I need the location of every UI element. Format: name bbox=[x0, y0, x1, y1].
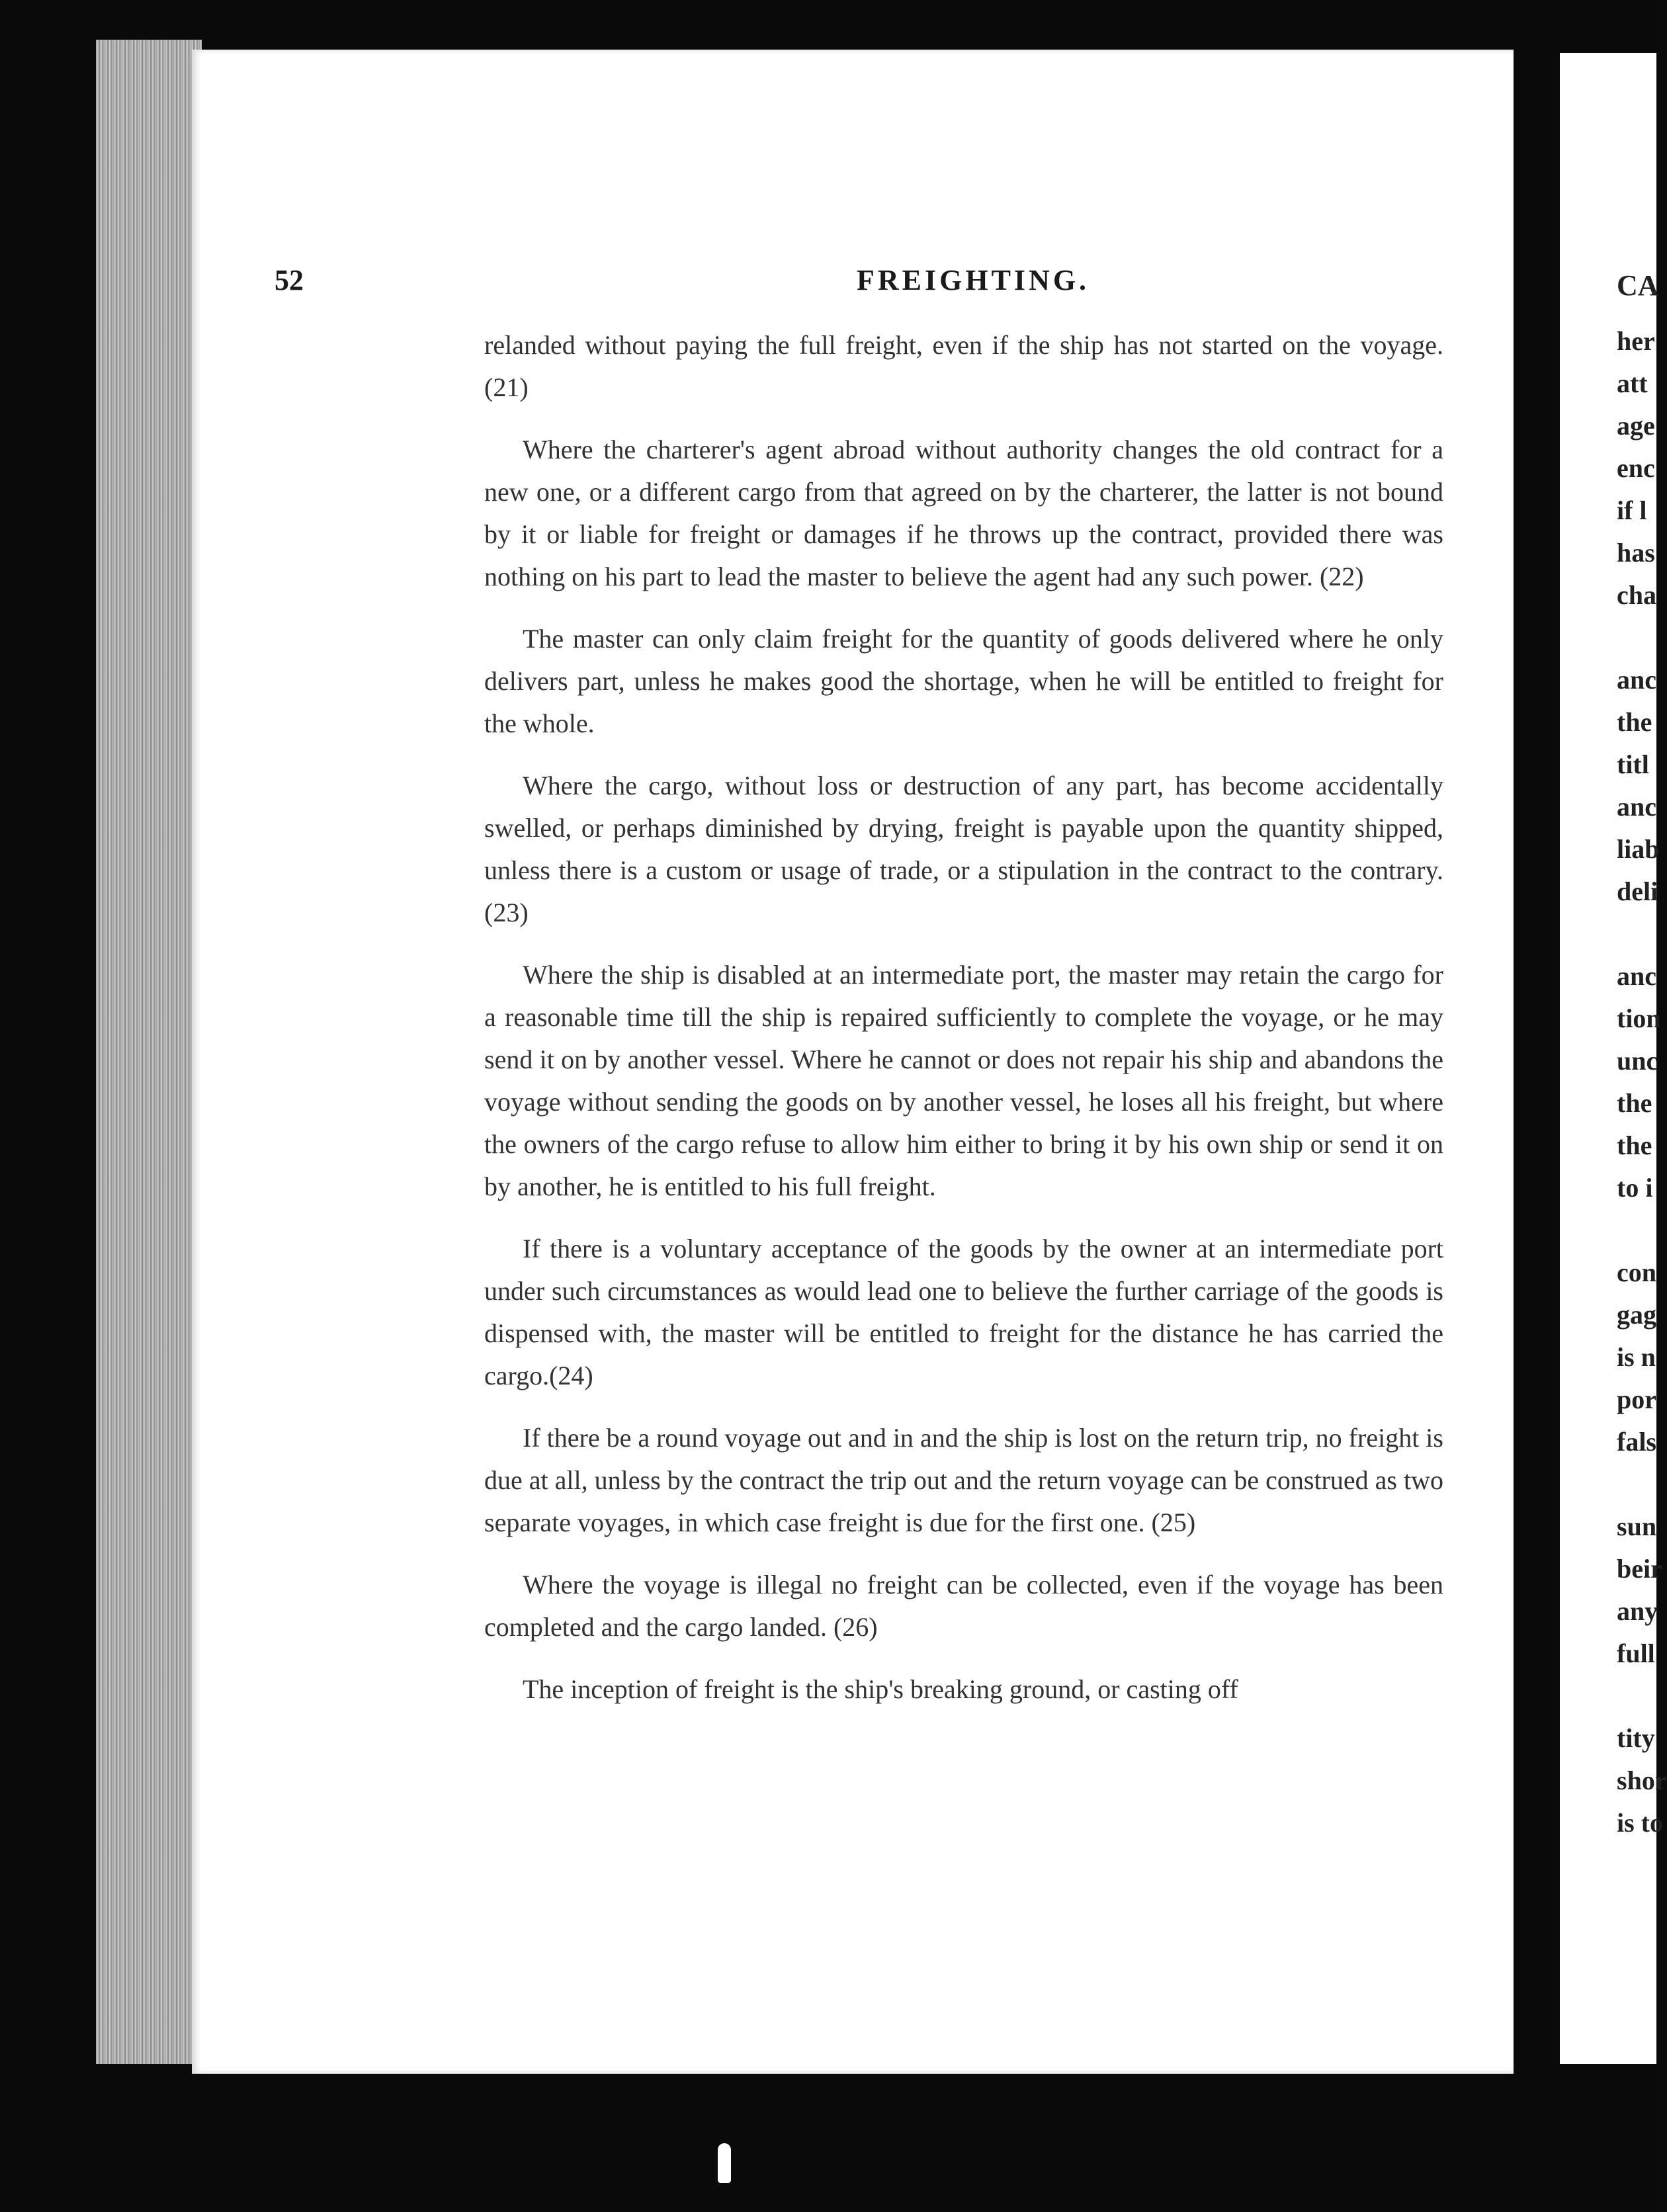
body-text bbox=[484, 324, 1443, 1730]
paragraph: Where the charterer's agent abroad without authority changes the old contract for a new one, or a different cargo from that agreed on by the charterer, the latter is not bound by it or liable for freight or damages if he throws up the contract, provided there was nothing on his part to lead the master to believe the agent had any such power. (22) bbox=[484, 435, 1443, 591]
running-title: FREIGHTING. bbox=[857, 264, 1090, 296]
paragraph: If there is a voluntary acceptance of the goods by the owner at an intermediate port under such circumstances as would lead one to believe the further carriage of the goods is dispensed with, the master will be entitled to freight for the distance he has carried the cargo.(24) bbox=[484, 1234, 1443, 1390]
next-page-line: gag bbox=[1617, 1300, 1656, 1330]
next-page-line: cha bbox=[1617, 580, 1656, 610]
next-page-line: anc bbox=[1617, 792, 1656, 822]
next-page-line: anc bbox=[1617, 665, 1656, 695]
next-page-line: her bbox=[1617, 326, 1655, 356]
next-page-line: titl bbox=[1617, 749, 1649, 779]
next-page-line: unc bbox=[1617, 1046, 1658, 1076]
next-page-line: has bbox=[1617, 538, 1655, 568]
next-page-line: deli bbox=[1617, 876, 1658, 906]
next-page-line: anc bbox=[1617, 961, 1656, 991]
next-page-line: is n bbox=[1617, 1342, 1656, 1372]
scan-artifact bbox=[718, 2143, 731, 2183]
next-page-line: the bbox=[1617, 1130, 1652, 1160]
next-page-line: to i bbox=[1617, 1173, 1653, 1203]
page-edges bbox=[96, 40, 202, 2064]
next-page-line bbox=[1617, 913, 1656, 955]
paragraph: Where the cargo, without loss or destruction of any part, has become accidentally swelled, or perhaps diminished by drying, freight is payable upon the quantity shipped, unless there is a custom or usage of trade, or a stipulation in the contract to the contrary. (23) bbox=[484, 771, 1443, 927]
next-page-line: por bbox=[1617, 1384, 1656, 1414]
next-page-line: the bbox=[1617, 707, 1652, 737]
next-page-line bbox=[1617, 1675, 1656, 1717]
next-page-line: age bbox=[1617, 411, 1655, 441]
paragraph: relanded without paying the full freight, even if the ship has not started on the voyage. (21) bbox=[484, 330, 1443, 402]
paragraph: If there be a round voyage out and in and the ship is lost on the return trip, no freight is due at all, unless by the contract the trip out and the return voyage can be construed as two separate voyages, in which case freight is due for the first one. (25) bbox=[484, 1423, 1443, 1537]
running-head bbox=[275, 263, 1478, 303]
paragraph: Where the voyage is illegal no freight can be collected, even if the voyage has been completed and the cargo landed. (26) bbox=[484, 1570, 1443, 1642]
paragraph: The inception of freight is the ship's breaking ground, or casting off bbox=[523, 1674, 1238, 1704]
next-page-head: CA bbox=[1617, 269, 1659, 302]
next-page-line: full bbox=[1617, 1638, 1655, 1668]
next-page-line: shor bbox=[1617, 1765, 1667, 1795]
next-page-line: att bbox=[1617, 368, 1648, 398]
next-page-line: sun bbox=[1617, 1511, 1657, 1541]
next-page-line: fals bbox=[1617, 1427, 1656, 1457]
page-number: 52 bbox=[275, 264, 304, 296]
paragraph: Where the ship is disabled at an intermediate port, the master may retain the cargo for a reasonable time till the ship is repaired sufficiently to complete the voyage, or he may send it on by another vessel. Where he cannot or does not repair his ship and abandons the voyage without sending the goods on by another vessel, he loses all his freight, but where the owners of the cargo refuse to allow him either to bring it by his own ship or send it on by another, he is entitled to his full freight. bbox=[484, 960, 1443, 1201]
next-page-text-fragment bbox=[1617, 265, 1667, 1984]
next-page-line bbox=[1617, 617, 1656, 659]
next-page-line: con bbox=[1617, 1257, 1656, 1287]
next-page-line: liab bbox=[1617, 834, 1660, 864]
next-page-line bbox=[1617, 1209, 1656, 1252]
next-page-line: beir bbox=[1617, 1554, 1662, 1584]
next-page-line: tity bbox=[1617, 1723, 1655, 1753]
paragraph: The master can only claim freight for the quantity of goods delivered where he only delivers part, unless he makes good the shortage, when he will be entitled to freight for the whole. bbox=[484, 624, 1443, 738]
next-page-line: is to bbox=[1617, 1808, 1663, 1838]
next-page-line: tion bbox=[1617, 1003, 1661, 1033]
next-page-line bbox=[1617, 1463, 1656, 1506]
next-page-line: if l bbox=[1617, 495, 1647, 525]
next-page-line: any bbox=[1617, 1596, 1658, 1626]
next-page-line: enc bbox=[1617, 453, 1655, 483]
next-page-line: the bbox=[1617, 1088, 1652, 1118]
